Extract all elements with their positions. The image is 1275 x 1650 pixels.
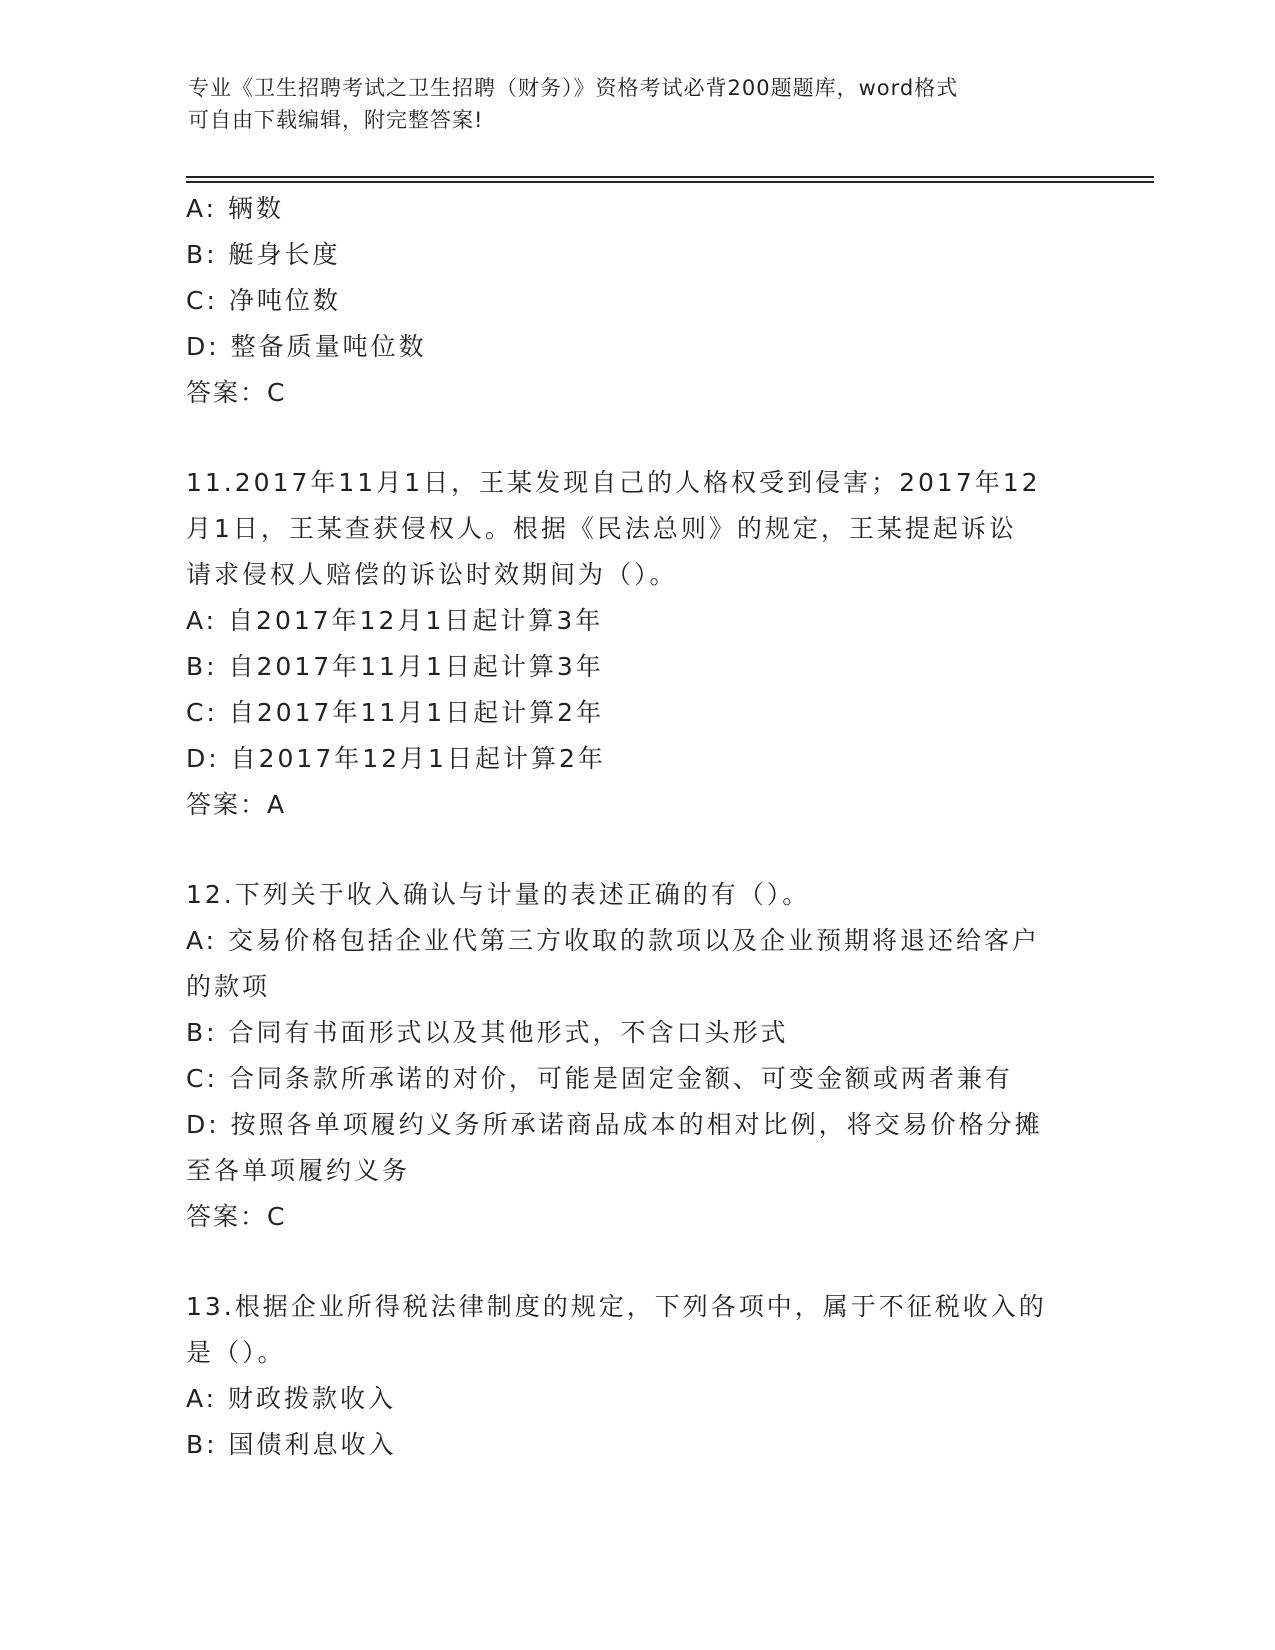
q12-stem-line-1: 12.下列关于收入确认与计量的表述正确的有（）。 [186,880,811,909]
q12-option-d-line-1: D: 按照各单项履约义务所承诺商品成本的相对比例，将交易价格分摊 [186,1110,1043,1139]
header-line-2: 可自由下载编辑，附完整答案! [188,108,484,132]
header-divider-bottom [186,181,1154,183]
q11-stem-line-2: 月1日，王某查获侵权人。根据《民法总则》的规定，王某提起诉讼 [186,514,1017,543]
question-spacer [186,1240,1086,1284]
q11-option-b: B: 自2017年11月1日起计算3年 [186,652,604,681]
question-spacer [186,828,1086,872]
q11-stem-line-3: 请求侵权人赔偿的诉讼时效期间为（）。 [186,560,678,589]
q12-option-c: C: 合同条款所承诺的对价，可能是固定金额、可变金额或两者兼有 [186,1064,1013,1093]
header-line-1: 专业《卫生招聘考试之卫生招聘（财务）》资格考试必背200题题库，word格式 [188,76,959,100]
question-11 [186,460,1086,828]
question-list [186,186,1086,1468]
q12-option-b: B: 合同有书面形式以及其他形式，不含口头形式 [186,1018,789,1047]
q11-answer: 答案：A [186,790,287,819]
q11-stem-line-1: 11.2017年11月1日，王某发现自己的人格权受到侵害；2017年12 [186,468,1041,497]
q13-option-a: A: 财政拨款收入 [186,1384,397,1413]
question-spacer [186,416,1086,460]
q11-option-a: A: 自2017年12月1日起计算3年 [186,606,604,635]
question-10 [186,186,1086,416]
header-divider-top [186,176,1154,178]
q13-stem-line-2: 是（）。 [186,1338,286,1367]
question-13 [186,1284,1086,1468]
document-header [188,72,1068,136]
q12-option-d-line-2: 至各单项履约义务 [186,1156,411,1185]
q11-option-d: D: 自2017年12月1日起计算2年 [186,744,606,773]
q11-option-c: C: 自2017年11月1日起计算2年 [186,698,605,727]
q10-option-d: D: 整备质量吨位数 [186,332,427,361]
q13-stem-line-1: 13.根据企业所得税法律制度的规定，下列各项中，属于不征税收入的 [186,1292,1047,1321]
q12-option-a-line-1: A: 交易价格包括企业代第三方收取的款项以及企业预期将退还给客户 [186,926,1041,955]
q13-option-b: B: 国债利息收入 [186,1430,397,1459]
q12-answer: 答案：C [186,1202,287,1231]
q10-option-a: A: 辆数 [186,194,285,223]
q12-option-a-line-2: 的款项 [186,972,271,1001]
question-12 [186,872,1086,1240]
q10-option-c: C: 净吨位数 [186,286,341,315]
q10-option-b: B: 艇身长度 [186,240,341,269]
q10-answer: 答案：C [186,378,287,407]
